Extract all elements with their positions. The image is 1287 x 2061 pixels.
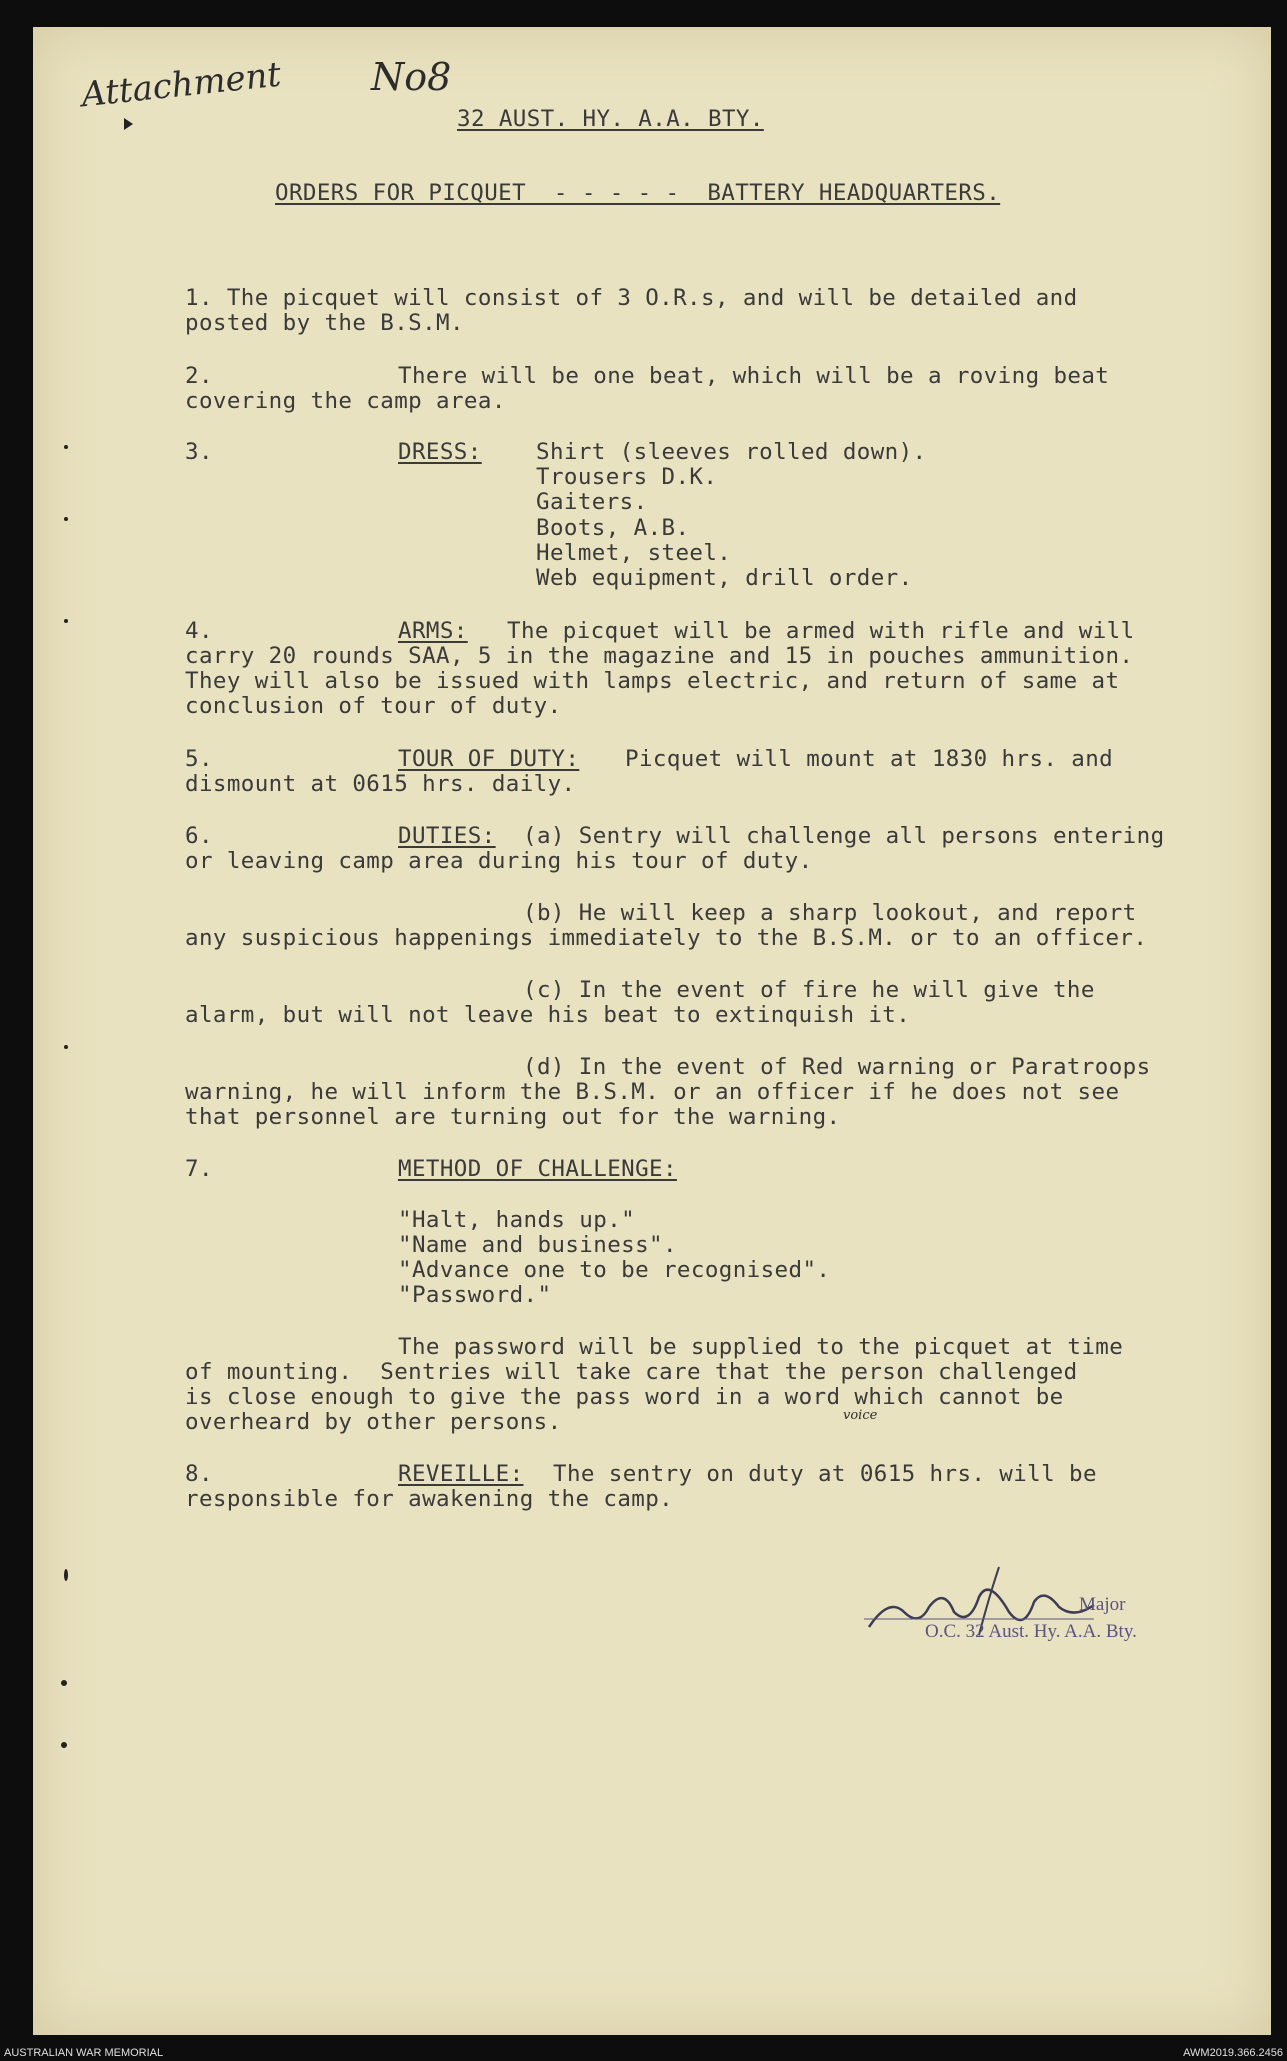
para-7-line-2: of mounting. Sentries will take care that the person challenged bbox=[185, 1359, 1078, 1385]
para-2-line-1: There will be one beat, which will be a roving beat bbox=[398, 363, 1110, 389]
duty-d-line-3: that personnel are turning out for the warning. bbox=[185, 1104, 841, 1130]
handwritten-voice-correction: voice bbox=[843, 1408, 878, 1423]
duty-b-line-2: any suspicious happenings immediately to the B.S.M. or to an officer. bbox=[185, 925, 1148, 951]
dress-item: Trousers D.K. bbox=[536, 464, 718, 490]
para-4-line-4: conclusion of tour of duty. bbox=[185, 693, 562, 719]
challenge-phrase: "Password." bbox=[398, 1282, 552, 1308]
duty-a-line-2: or leaving camp area during his tour of duty. bbox=[185, 848, 813, 874]
footer-catalogue-number: AWM2019.366.2456 bbox=[1183, 2047, 1283, 2059]
challenge-phrase: "Name and business". bbox=[398, 1232, 677, 1258]
para-2-number: 2. bbox=[185, 363, 213, 389]
para-5-line-2: dismount at 0615 hrs. daily. bbox=[185, 771, 576, 797]
pencil-arrow-mark bbox=[124, 118, 133, 130]
duty-c-line-1: (c) In the event of fire he will give the bbox=[523, 977, 1095, 1003]
unit-heading: 32 AUST. HY. A.A. BTY. bbox=[457, 106, 764, 132]
binder-mark bbox=[64, 517, 68, 521]
duty-d-line-1: (d) In the event of Red warning or Paratroops bbox=[523, 1054, 1151, 1080]
para-1-line-1: 1. The picquet will consist of 3 O.R.s, and will be detailed and bbox=[185, 285, 1078, 311]
document-page bbox=[33, 27, 1271, 2035]
dress-item: Helmet, steel. bbox=[536, 540, 732, 566]
binder-mark bbox=[61, 1680, 67, 1686]
challenge-phrase: "Halt, hands up." bbox=[398, 1207, 636, 1233]
para-2-line-2: covering the camp area. bbox=[185, 388, 506, 414]
para-6-number: 6. bbox=[185, 823, 213, 849]
para-8-number: 8. bbox=[185, 1461, 213, 1487]
footer-institution: AUSTRALIAN WAR MEMORIAL bbox=[4, 2047, 164, 2059]
document-title: ORDERS FOR PICQUET - - - - - BATTERY HEADQUARTERS. bbox=[275, 180, 1001, 206]
challenge-phrase: "Advance one to be recognised". bbox=[398, 1257, 831, 1283]
binder-mark bbox=[64, 1569, 68, 1581]
dress-label: DRESS: bbox=[398, 439, 482, 465]
para-8-line-1: The sentry on duty at 0615 hrs. will be bbox=[553, 1461, 1097, 1487]
para-7-line-3: is close enough to give the pass word in a word which cannot be bbox=[185, 1384, 1064, 1410]
para-7-number: 7. bbox=[185, 1156, 213, 1182]
para-4-line-1: The picquet will be armed with rifle and will bbox=[507, 618, 1135, 644]
duty-b-line-1: (b) He will keep a sharp lookout, and report bbox=[523, 900, 1137, 926]
duty-d-line-2: warning, he will inform the B.S.M. or an officer if he does not see bbox=[185, 1079, 1120, 1105]
duties-label: DUTIES: bbox=[398, 823, 496, 849]
dress-item: Boots, A.B. bbox=[536, 515, 690, 541]
para-4-line-2: carry 20 rounds SAA, 5 in the magazine and 15 in pouches ammunition. bbox=[185, 643, 1134, 669]
binder-mark bbox=[61, 1742, 67, 1748]
para-8-line-2: responsible for awakening the camp. bbox=[185, 1486, 674, 1512]
signature-rank: Major bbox=[1079, 1594, 1126, 1615]
handwritten-attachment-note: Attachment bbox=[79, 54, 283, 116]
duty-a-line-1: (a) Sentry will challenge all persons entering bbox=[523, 823, 1165, 849]
method-of-challenge-label: METHOD OF CHALLENGE: bbox=[398, 1156, 677, 1182]
duty-c-line-2: alarm, but will not leave his beat to extinquish it. bbox=[185, 1002, 911, 1028]
para-7-line-4: overheard by other persons. bbox=[185, 1409, 562, 1435]
para-7-line-1: The password will be supplied to the picquet at time bbox=[398, 1334, 1124, 1360]
dress-item: Gaiters. bbox=[536, 489, 648, 515]
reveille-label: REVEILLE: bbox=[398, 1461, 524, 1487]
binder-mark bbox=[64, 619, 68, 623]
handwritten-attachment-number: No8 bbox=[371, 55, 452, 99]
para-4-line-3: They will also be issued with lamps electric, and return of same at bbox=[185, 668, 1120, 694]
dress-item: Web equipment, drill order. bbox=[536, 565, 913, 591]
tour-of-duty-label: TOUR OF DUTY: bbox=[398, 746, 580, 772]
para-1-line-2: posted by the B.S.M. bbox=[185, 310, 464, 336]
binder-mark bbox=[64, 445, 68, 449]
binder-mark bbox=[64, 1045, 68, 1049]
para-3-number: 3. bbox=[185, 439, 213, 465]
para-4-number: 4. bbox=[185, 618, 213, 644]
dress-item: Shirt (sleeves rolled down). bbox=[536, 439, 927, 465]
para-5-number: 5. bbox=[185, 746, 213, 772]
para-5-line-1: Picquet will mount at 1830 hrs. and bbox=[625, 746, 1114, 772]
signature-unit: O.C. 32 Aust. Hy. A.A. Bty. bbox=[925, 1621, 1137, 1642]
arms-label: ARMS: bbox=[398, 618, 468, 644]
